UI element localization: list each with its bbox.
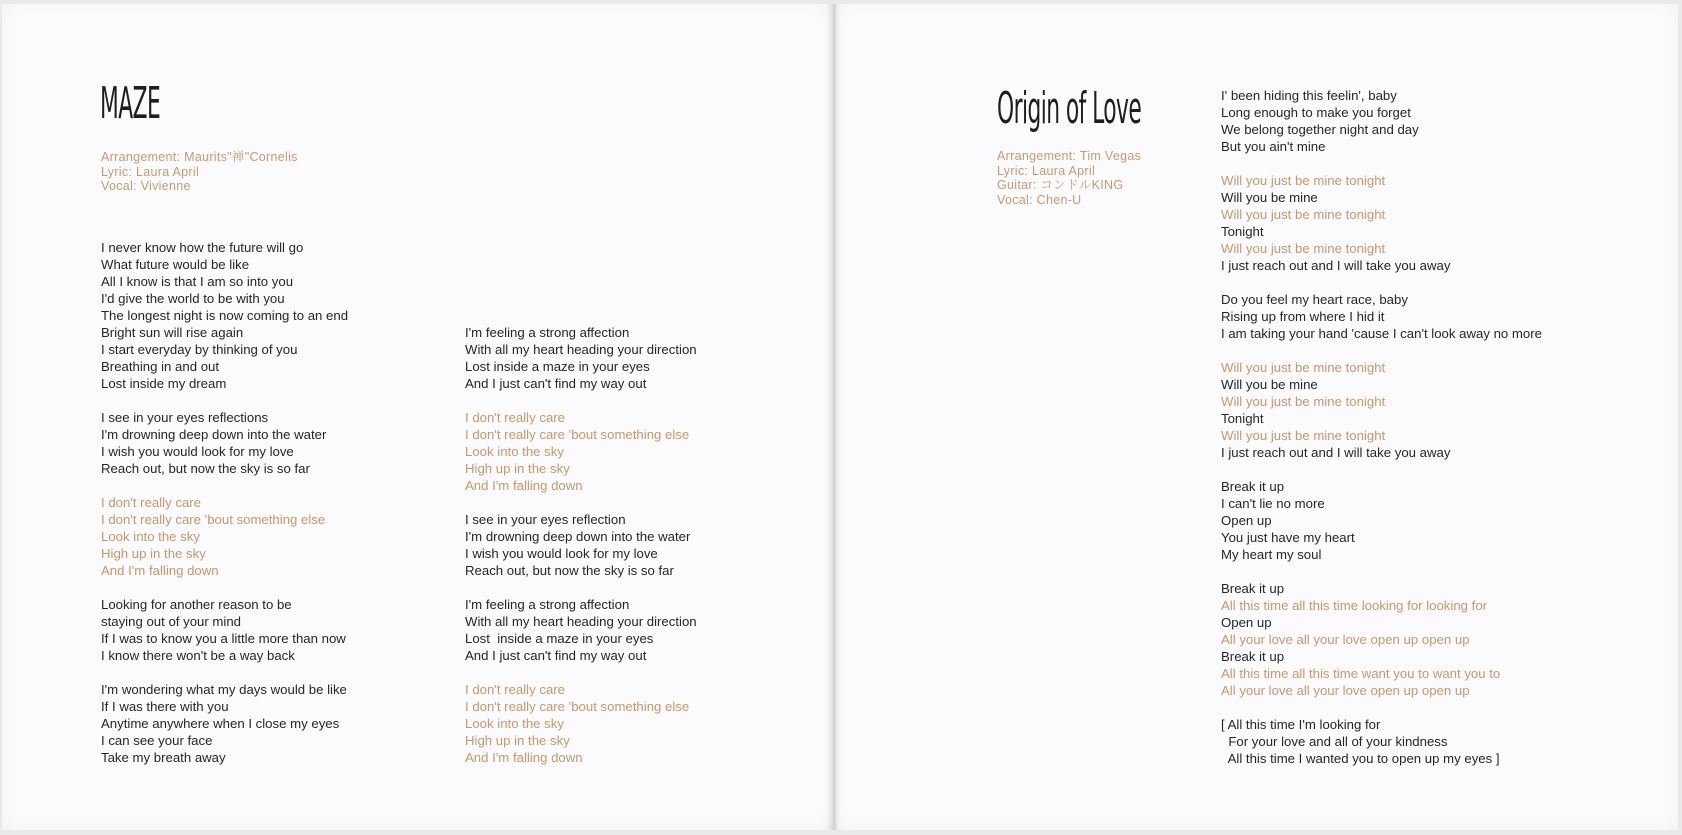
- lyrics-maze-column-1: [101, 239, 348, 766]
- lyric-line: Break it up: [1221, 581, 1285, 596]
- lyric-line: Break it up: [1221, 649, 1285, 664]
- lyric-line: I'm wondering what my days would be like: [101, 682, 347, 697]
- stanza-break: [465, 494, 697, 511]
- lyric-line: Tonight: [1221, 411, 1264, 426]
- chorus-lyric-line: And I'm falling down: [465, 478, 583, 493]
- lyric-line: Will you be mine: [1221, 377, 1318, 392]
- lyric-line: All I know is that I am so into you: [101, 274, 294, 289]
- lyric-line: Tonight: [1221, 224, 1264, 239]
- lyric-line: [ All this time I'm looking for: [1221, 717, 1381, 732]
- chorus-lyric-line: I don't really care 'bout something else: [465, 699, 690, 714]
- lyric-line: Will you be mine: [1221, 190, 1318, 205]
- chorus-lyric-line: I don't really care 'bout something else: [101, 512, 326, 527]
- lyric-line: I just reach out and I will take you away: [1221, 258, 1451, 273]
- chorus-lyric-line: Will you just be mine tonight: [1221, 241, 1386, 256]
- lyric-line: I wish you would look for my love: [101, 444, 294, 459]
- lyric-line: If I was to know you a little more than now: [101, 631, 346, 646]
- stanza-break: [465, 392, 697, 409]
- lyric-line: I just reach out and I will take you away: [1221, 445, 1451, 460]
- chorus-lyric-line: Will you just be mine tonight: [1221, 360, 1386, 375]
- chorus-lyric-line: All your love all your love open up open up: [1221, 683, 1470, 698]
- lyric-line: All this time I wanted you to open up my eyes ]: [1221, 751, 1500, 766]
- lyrics-maze-column-2: [465, 324, 697, 766]
- stanza-break: [1221, 461, 1542, 478]
- credit-line: Guitar: コンドルKING: [997, 178, 1124, 192]
- chorus-lyric-line: And I'm falling down: [465, 750, 583, 765]
- chorus-lyric-line: And I'm falling down: [101, 563, 219, 578]
- lyric-line: I never know how the future will go: [101, 240, 304, 255]
- lyric-line: If I was there with you: [101, 699, 229, 714]
- lyric-line: With all my heart heading your direction: [465, 614, 697, 629]
- stanza-break: [1221, 155, 1542, 172]
- lyric-line: I see in your eyes reflections: [101, 410, 269, 425]
- lyric-line: Rising up from where I hid it: [1221, 309, 1385, 324]
- lyric-line: I'm drowning deep down into the water: [465, 529, 691, 544]
- chorus-lyric-line: I don't really care: [101, 495, 202, 510]
- lyric-line: I'm feeling a strong affection: [465, 597, 630, 612]
- credit-line: Vocal: Vivienne: [101, 179, 191, 193]
- lyric-line: I can't lie no more: [1221, 496, 1325, 511]
- lyric-line: I am taking your hand 'cause I can't look away no more: [1221, 326, 1542, 341]
- lyrics-origin-of-love: [1221, 87, 1542, 767]
- lyric-line: For your love and all of your kindness: [1221, 734, 1448, 749]
- chorus-lyric-line: I don't really care: [465, 410, 566, 425]
- credit-line: Lyric: Laura April: [997, 163, 1096, 178]
- lyric-line: And I just can't find my way out: [465, 376, 647, 391]
- lyric-line: I see in your eyes reflection: [465, 512, 626, 527]
- chorus-lyric-line: I don't really care 'bout something else: [465, 427, 690, 442]
- lyric-line: But you ain't mine: [1221, 139, 1326, 154]
- stanza-break: [465, 579, 697, 596]
- credit-line: Vocal: Chen-U: [997, 192, 1082, 207]
- lyric-line: You just have my heart: [1221, 530, 1355, 545]
- stanza-break: [101, 664, 348, 681]
- lyric-line: What future would be like: [101, 257, 250, 272]
- stanza-break: [465, 664, 697, 681]
- credits-maze: [101, 150, 298, 194]
- lyric-line: And I just can't find my way out: [465, 648, 647, 663]
- lyric-line: Long enough to make you forget: [1221, 105, 1411, 120]
- song-title-origin-of-love: Origin of Love: [997, 83, 1142, 134]
- lyric-line: Lost inside a maze in your eyes: [465, 631, 654, 646]
- lyric-line: I'm feeling a strong affection: [465, 325, 630, 340]
- chorus-lyric-line: Will you just be mine tonight: [1221, 394, 1386, 409]
- stanza-break: [101, 392, 348, 409]
- chorus-lyric-line: High up in the sky: [101, 546, 206, 561]
- lyric-line: I know there won't be a way back: [101, 648, 295, 663]
- credit-line: Arrangement: Tim Vegas: [997, 149, 1142, 163]
- stanza-break: [1221, 274, 1542, 291]
- lyric-line: Bright sun will rise again: [101, 325, 244, 340]
- lyric-line: Open up: [1221, 513, 1272, 528]
- lyric-line: I' been hiding this feelin', baby: [1221, 88, 1397, 103]
- chorus-lyric-line: Will you just be mine tonight: [1221, 207, 1386, 222]
- lyric-line: Open up: [1221, 615, 1272, 630]
- chorus-lyric-line: All your love all your love open up open up: [1221, 632, 1470, 647]
- lyric-line: Looking for another reason to be: [101, 597, 292, 612]
- lyric-line: Take my breath away: [101, 750, 226, 765]
- lyric-line: I'm drowning deep down into the water: [101, 427, 327, 442]
- book-spine: [826, 4, 840, 830]
- lyric-line: Lost inside my dream: [101, 376, 227, 391]
- stanza-break: [101, 477, 348, 494]
- song-title-maze: MAZE: [100, 78, 161, 129]
- stanza-break: [101, 579, 348, 596]
- lyric-line: I can see your face: [101, 733, 213, 748]
- lyric-line: I wish you would look for my love: [465, 546, 658, 561]
- credit-line: Arrangement: Maurits"禅"Cornelis: [101, 150, 298, 164]
- chorus-lyric-line: Look into the sky: [101, 529, 200, 544]
- lyric-line: With all my heart heading your direction: [465, 342, 697, 357]
- chorus-lyric-line: Look into the sky: [465, 444, 564, 459]
- lyric-line: Reach out, but now the sky is so far: [465, 563, 674, 578]
- lyric-line: Reach out, but now the sky is so far: [101, 461, 310, 476]
- lyric-line: Do you feel my heart race, baby: [1221, 292, 1408, 307]
- lyric-line: Breathing in and out: [101, 359, 220, 374]
- lyric-line: My heart my soul: [1221, 547, 1322, 562]
- chorus-lyric-line: Will you just be mine tonight: [1221, 173, 1386, 188]
- chorus-lyric-line: Will you just be mine tonight: [1221, 428, 1386, 443]
- chorus-lyric-line: I don't really care: [465, 682, 566, 697]
- credit-line: Lyric: Laura April: [101, 164, 200, 179]
- lyric-line: Anytime anywhere when I close my eyes: [101, 716, 340, 731]
- chorus-lyric-line: All this time all this time want you to want you to: [1221, 666, 1501, 681]
- credits-origin-of-love: [997, 149, 1141, 207]
- lyric-line: Lost inside a maze in your eyes: [465, 359, 650, 374]
- lyric-line: staying out of your mind: [101, 614, 242, 629]
- lyric-line: Break it up: [1221, 479, 1285, 494]
- chorus-lyric-line: All this time all this time looking for looking for: [1221, 598, 1488, 613]
- stanza-break: [1221, 342, 1542, 359]
- chorus-lyric-line: High up in the sky: [465, 461, 570, 476]
- chorus-lyric-line: High up in the sky: [465, 733, 570, 748]
- lyric-line: We belong together night and day: [1221, 122, 1419, 137]
- chorus-lyric-line: Look into the sky: [465, 716, 564, 731]
- stanza-break: [1221, 699, 1542, 716]
- stanza-break: [1221, 563, 1542, 580]
- lyric-line: I start everyday by thinking of you: [101, 342, 298, 357]
- lyric-line: I'd give the world to be with you: [101, 291, 285, 306]
- lyric-line: The longest night is now coming to an end: [101, 308, 349, 323]
